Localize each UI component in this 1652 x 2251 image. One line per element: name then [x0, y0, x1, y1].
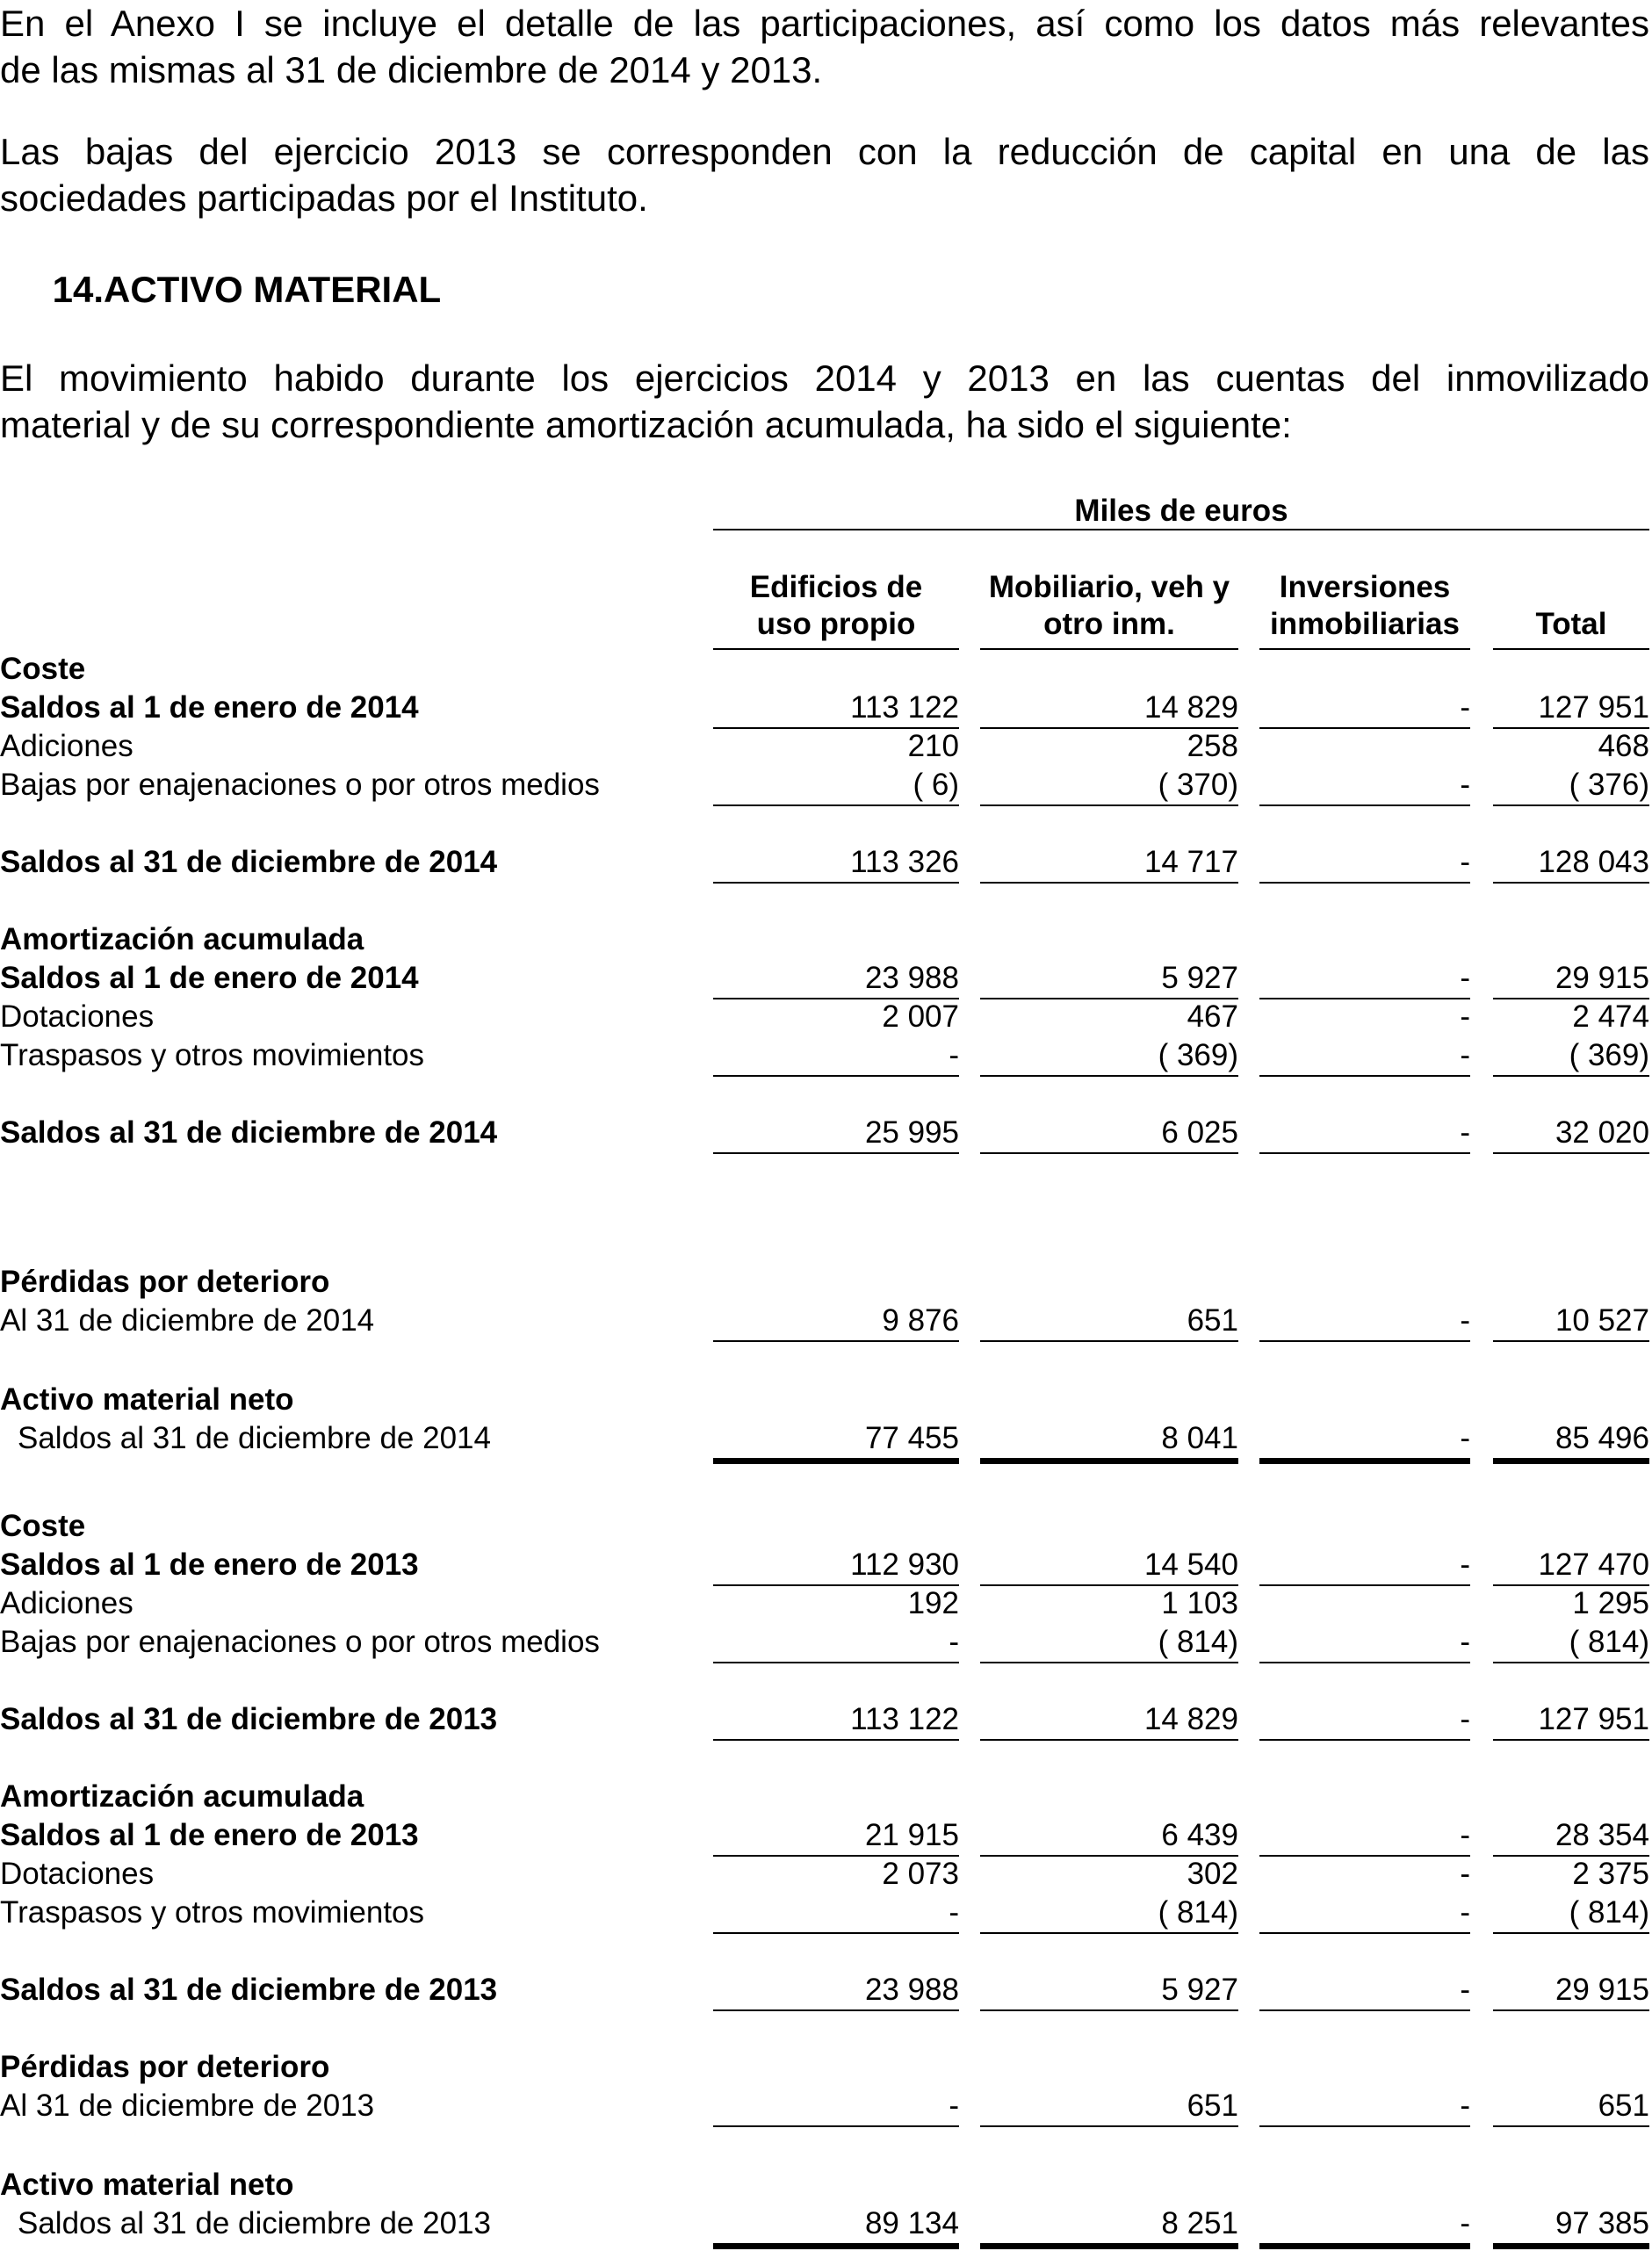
subtotal-rule: [1259, 804, 1470, 806]
row-label: Saldos al 1 de enero de 2013: [0, 1818, 419, 1852]
paragraph-line: Las bajas del ejercicio 2013 se corresponden con la reducción de capital en una de las: [0, 131, 1649, 172]
table-cell: 467: [1187, 999, 1238, 1034]
subtotal-rule: [713, 804, 959, 806]
row-label: Adiciones: [0, 1586, 133, 1620]
intro-paragraph-annex: [0, 0, 1649, 93]
row-label: Saldos al 31 de diciembre de 2013: [0, 1702, 498, 1736]
subtotal-rule: [980, 804, 1238, 806]
subtotal-rule: [1493, 1075, 1649, 1077]
subtotal-rule: [980, 1932, 1238, 1934]
row-label: Adiciones: [0, 729, 133, 763]
section-label: Amortización acumulada: [0, 922, 364, 956]
intro-paragraph-bajas: [0, 128, 1649, 221]
table-cell: 14 540: [1143, 1548, 1238, 1582]
section-label: Amortización acumulada: [0, 1779, 364, 1814]
row-label: Saldos al 1 de enero de 2014: [0, 690, 419, 725]
subtotal-rule: [1493, 2125, 1649, 2127]
subtotal-rule: [1259, 1152, 1470, 1154]
subtotal-rule: [980, 1739, 1238, 1741]
subtotal-rule: [1259, 1075, 1470, 1077]
table-cell: 127 951: [1538, 690, 1649, 725]
table-cell: -: [1460, 1895, 1470, 1930]
total-double-rule: [1259, 2243, 1470, 2249]
subtotal-rule: [1259, 1662, 1470, 1663]
subtotal-rule: [980, 1152, 1238, 1154]
table-cell: 97 385: [1555, 2206, 1649, 2240]
subtotal-rule: [1493, 2009, 1649, 2011]
subtotal-rule: [980, 1075, 1238, 1077]
table-cell: 112 930: [850, 1548, 959, 1582]
subtotal-rule: [1259, 1340, 1470, 1342]
table-cell: -: [1460, 961, 1470, 995]
subtotal-rule: [713, 2009, 959, 2011]
table-cell: 1 295: [1572, 1586, 1649, 1620]
table-cell: 2 474: [1572, 999, 1649, 1034]
row-label: Saldos al 31 de diciembre de 2014: [0, 845, 498, 879]
row-label: Saldos al 31 de diciembre de 2014: [0, 1115, 498, 1150]
table-cell: 127 470: [1538, 1548, 1649, 1582]
section-label: Pérdidas por deterioro: [0, 2050, 330, 2084]
table-cell: 23 988: [864, 961, 959, 995]
subtotal-rule: [713, 1152, 959, 1154]
table-cell: 29 915: [1555, 1973, 1649, 2007]
table-cell: ( 814): [1158, 1895, 1238, 1930]
total-double-rule: [980, 2243, 1238, 2249]
table-cell: 28 354: [1555, 1818, 1649, 1852]
subtotal-rule: [713, 1739, 959, 1741]
subtotal-rule: [713, 1662, 959, 1663]
section-label: Pérdidas por deterioro: [0, 1265, 330, 1299]
table-cell: 651: [1187, 1303, 1238, 1338]
table-cell: ( 369): [1569, 1038, 1649, 1072]
subtotal-rule: [1493, 804, 1649, 806]
table-cell: -: [949, 1038, 959, 1072]
subtotal-rule: [1259, 1932, 1470, 1934]
table-cell: 5 927: [1161, 961, 1238, 995]
table-cell: -: [1460, 1702, 1470, 1736]
table-cell: 89 134: [864, 2206, 959, 2240]
column-header: otro inm.: [1043, 607, 1175, 641]
section-label: Coste: [0, 1509, 86, 1543]
table-cell: -: [1460, 845, 1470, 879]
table-cell: 113 122: [850, 690, 959, 725]
total-double-rule: [1493, 2243, 1649, 2249]
subtotal-rule: [713, 1075, 959, 1077]
subtotal-rule: [1259, 1739, 1470, 1741]
column-header: Edificios de: [749, 570, 923, 604]
row-label: Bajas por enajenaciones o por otros medios: [0, 768, 600, 802]
row-label: Traspasos y otros movimientos: [0, 1038, 425, 1072]
table-cell: ( 814): [1569, 1625, 1649, 1659]
column-header: Inversiones: [1279, 570, 1451, 604]
row-label: Dotaciones: [0, 999, 155, 1034]
table-cell: 113 326: [850, 845, 959, 879]
table-cell: 651: [1598, 2089, 1649, 2123]
table-cell: 77 455: [864, 1421, 959, 1455]
subtotal-rule: [980, 1662, 1238, 1663]
table-cell: 8 041: [1161, 1421, 1238, 1455]
table-cell: 258: [1187, 729, 1238, 763]
table-cell: 8 251: [1161, 2206, 1238, 2240]
table-cell: ( 6): [913, 768, 959, 802]
table-cell: -: [1460, 999, 1470, 1034]
subtotal-rule: [1259, 882, 1470, 884]
table-cell: -: [1460, 1818, 1470, 1852]
column-header-rule: [1493, 648, 1649, 650]
section-label: Activo material neto: [0, 2168, 294, 2202]
section-heading: [0, 263, 441, 316]
table-cell: ( 814): [1158, 1625, 1238, 1659]
table-cell: -: [1460, 2206, 1470, 2240]
unit-header: Miles de euros: [1074, 494, 1288, 528]
table-cell: -: [949, 2089, 959, 2123]
table-cell: ( 369): [1158, 1038, 1238, 1072]
section-label: Activo material neto: [0, 1382, 294, 1417]
subtotal-rule: [1493, 1340, 1649, 1342]
total-double-rule: [713, 1458, 959, 1464]
column-header: Mobiliario, veh y: [988, 570, 1230, 604]
subtotal-rule: [1493, 1152, 1649, 1154]
subtotal-rule: [980, 2125, 1238, 2127]
total-double-rule: [713, 2243, 959, 2249]
table-cell: -: [1460, 768, 1470, 802]
total-double-rule: [1259, 1458, 1470, 1464]
table-cell: -: [1460, 2089, 1470, 2123]
unit-header-rule: [713, 529, 1649, 530]
table-cell: -: [949, 1895, 959, 1930]
movement-paragraph: [0, 355, 1649, 448]
subtotal-rule: [1259, 2125, 1470, 2127]
table-cell: 468: [1598, 729, 1649, 763]
paragraph-line: En el Anexo I se incluye el detalle de las participaciones, así como los datos más relevantes: [0, 3, 1649, 44]
section-label: Coste: [0, 652, 86, 686]
table-cell: 651: [1187, 2089, 1238, 2123]
table-cell: 6 439: [1161, 1818, 1238, 1852]
subtotal-rule: [1259, 2009, 1470, 2011]
table-cell: 2 073: [882, 1857, 959, 1891]
subtotal-rule: [713, 2125, 959, 2127]
subtotal-rule: [1493, 1662, 1649, 1663]
table-cell: 6 025: [1161, 1115, 1238, 1150]
table-cell: ( 814): [1569, 1895, 1649, 1930]
row-label: Saldos al 1 de enero de 2013: [0, 1548, 419, 1582]
column-header-rule: [980, 648, 1238, 650]
subtotal-rule: [713, 1932, 959, 1934]
table-cell: 14 829: [1143, 1702, 1238, 1736]
table-cell: 210: [907, 729, 959, 763]
paragraph-line: El movimiento habido durante los ejercicios 2014 y 2013 en las cuentas del inmovilizado: [0, 357, 1649, 399]
table-cell: 23 988: [864, 1973, 959, 2007]
table-cell: 32 020: [1555, 1115, 1649, 1150]
table-cell: 25 995: [864, 1115, 959, 1150]
subtotal-rule: [980, 2009, 1238, 2011]
column-header: inmobiliarias: [1270, 607, 1460, 641]
table-cell: -: [949, 1625, 959, 1659]
table-cell: 2 375: [1572, 1857, 1649, 1891]
table-cell: 29 915: [1555, 961, 1649, 995]
paragraph-line: de las mismas al 31 de diciembre de 2014 y 2013.: [0, 49, 823, 90]
table-cell: 113 122: [850, 1702, 959, 1736]
row-label: Bajas por enajenaciones o por otros medios: [0, 1625, 600, 1659]
total-double-rule: [1493, 1458, 1649, 1464]
subtotal-rule: [1493, 882, 1649, 884]
table-cell: 21 915: [864, 1818, 959, 1852]
table-cell: -: [1460, 1973, 1470, 2007]
table-cell: 128 043: [1538, 845, 1649, 879]
row-label: Al 31 de diciembre de 2014: [0, 1303, 375, 1338]
table-cell: ( 376): [1569, 768, 1649, 802]
subtotal-rule: [713, 882, 959, 884]
table-cell: 14 717: [1143, 845, 1238, 879]
table-cell: 127 951: [1538, 1702, 1649, 1736]
table-cell: 2 007: [882, 999, 959, 1034]
section-title: ACTIVO MATERIAL: [104, 269, 442, 310]
total-double-rule: [980, 1458, 1238, 1464]
row-label: Saldos al 31 de diciembre de 2013: [0, 1973, 498, 2007]
column-header-rule: [713, 648, 959, 650]
table-cell: -: [1460, 1038, 1470, 1072]
table-cell: 1 103: [1161, 1586, 1238, 1620]
table-cell: 14 829: [1143, 690, 1238, 725]
table-cell: 5 927: [1161, 1973, 1238, 2007]
paragraph-line: material y de su correspondiente amortización acumulada, ha sido el siguiente:: [0, 404, 1292, 445]
table-cell: 85 496: [1555, 1421, 1649, 1455]
table-cell: 302: [1187, 1857, 1238, 1891]
subtotal-rule: [713, 1340, 959, 1342]
row-label: Al 31 de diciembre de 2013: [0, 2089, 375, 2123]
table-cell: ( 370): [1158, 768, 1238, 802]
section-number: 14.: [52, 269, 104, 310]
subtotal-rule: [980, 882, 1238, 884]
row-label: Saldos al 1 de enero de 2014: [0, 961, 419, 995]
table-cell: -: [1460, 1625, 1470, 1659]
row-label: Traspasos y otros movimientos: [0, 1895, 425, 1930]
row-label: Saldos al 31 de diciembre de 2013: [18, 2206, 491, 2240]
table-cell: -: [1460, 1421, 1470, 1455]
subtotal-rule: [1259, 1584, 1470, 1586]
column-header: uso propio: [756, 607, 916, 641]
column-header-rule: [1259, 648, 1470, 650]
table-cell: -: [1460, 1303, 1470, 1338]
subtotal-rule: [1493, 1739, 1649, 1741]
table-cell: -: [1460, 1857, 1470, 1891]
subtotal-rule: [1259, 727, 1470, 729]
row-label: Dotaciones: [0, 1857, 155, 1891]
table-cell: 10 527: [1555, 1303, 1649, 1338]
table-cell: -: [1460, 1548, 1470, 1582]
subtotal-rule: [1493, 1932, 1649, 1934]
table-cell: 9 876: [882, 1303, 959, 1338]
table-cell: 192: [907, 1586, 959, 1620]
row-label: Saldos al 31 de diciembre de 2014: [18, 1421, 491, 1455]
column-header: Total: [1535, 607, 1607, 641]
table-cell: -: [1460, 690, 1470, 725]
paragraph-line: sociedades participadas por el Instituto.: [0, 177, 648, 219]
subtotal-rule: [980, 1340, 1238, 1342]
table-cell: -: [1460, 1115, 1470, 1150]
